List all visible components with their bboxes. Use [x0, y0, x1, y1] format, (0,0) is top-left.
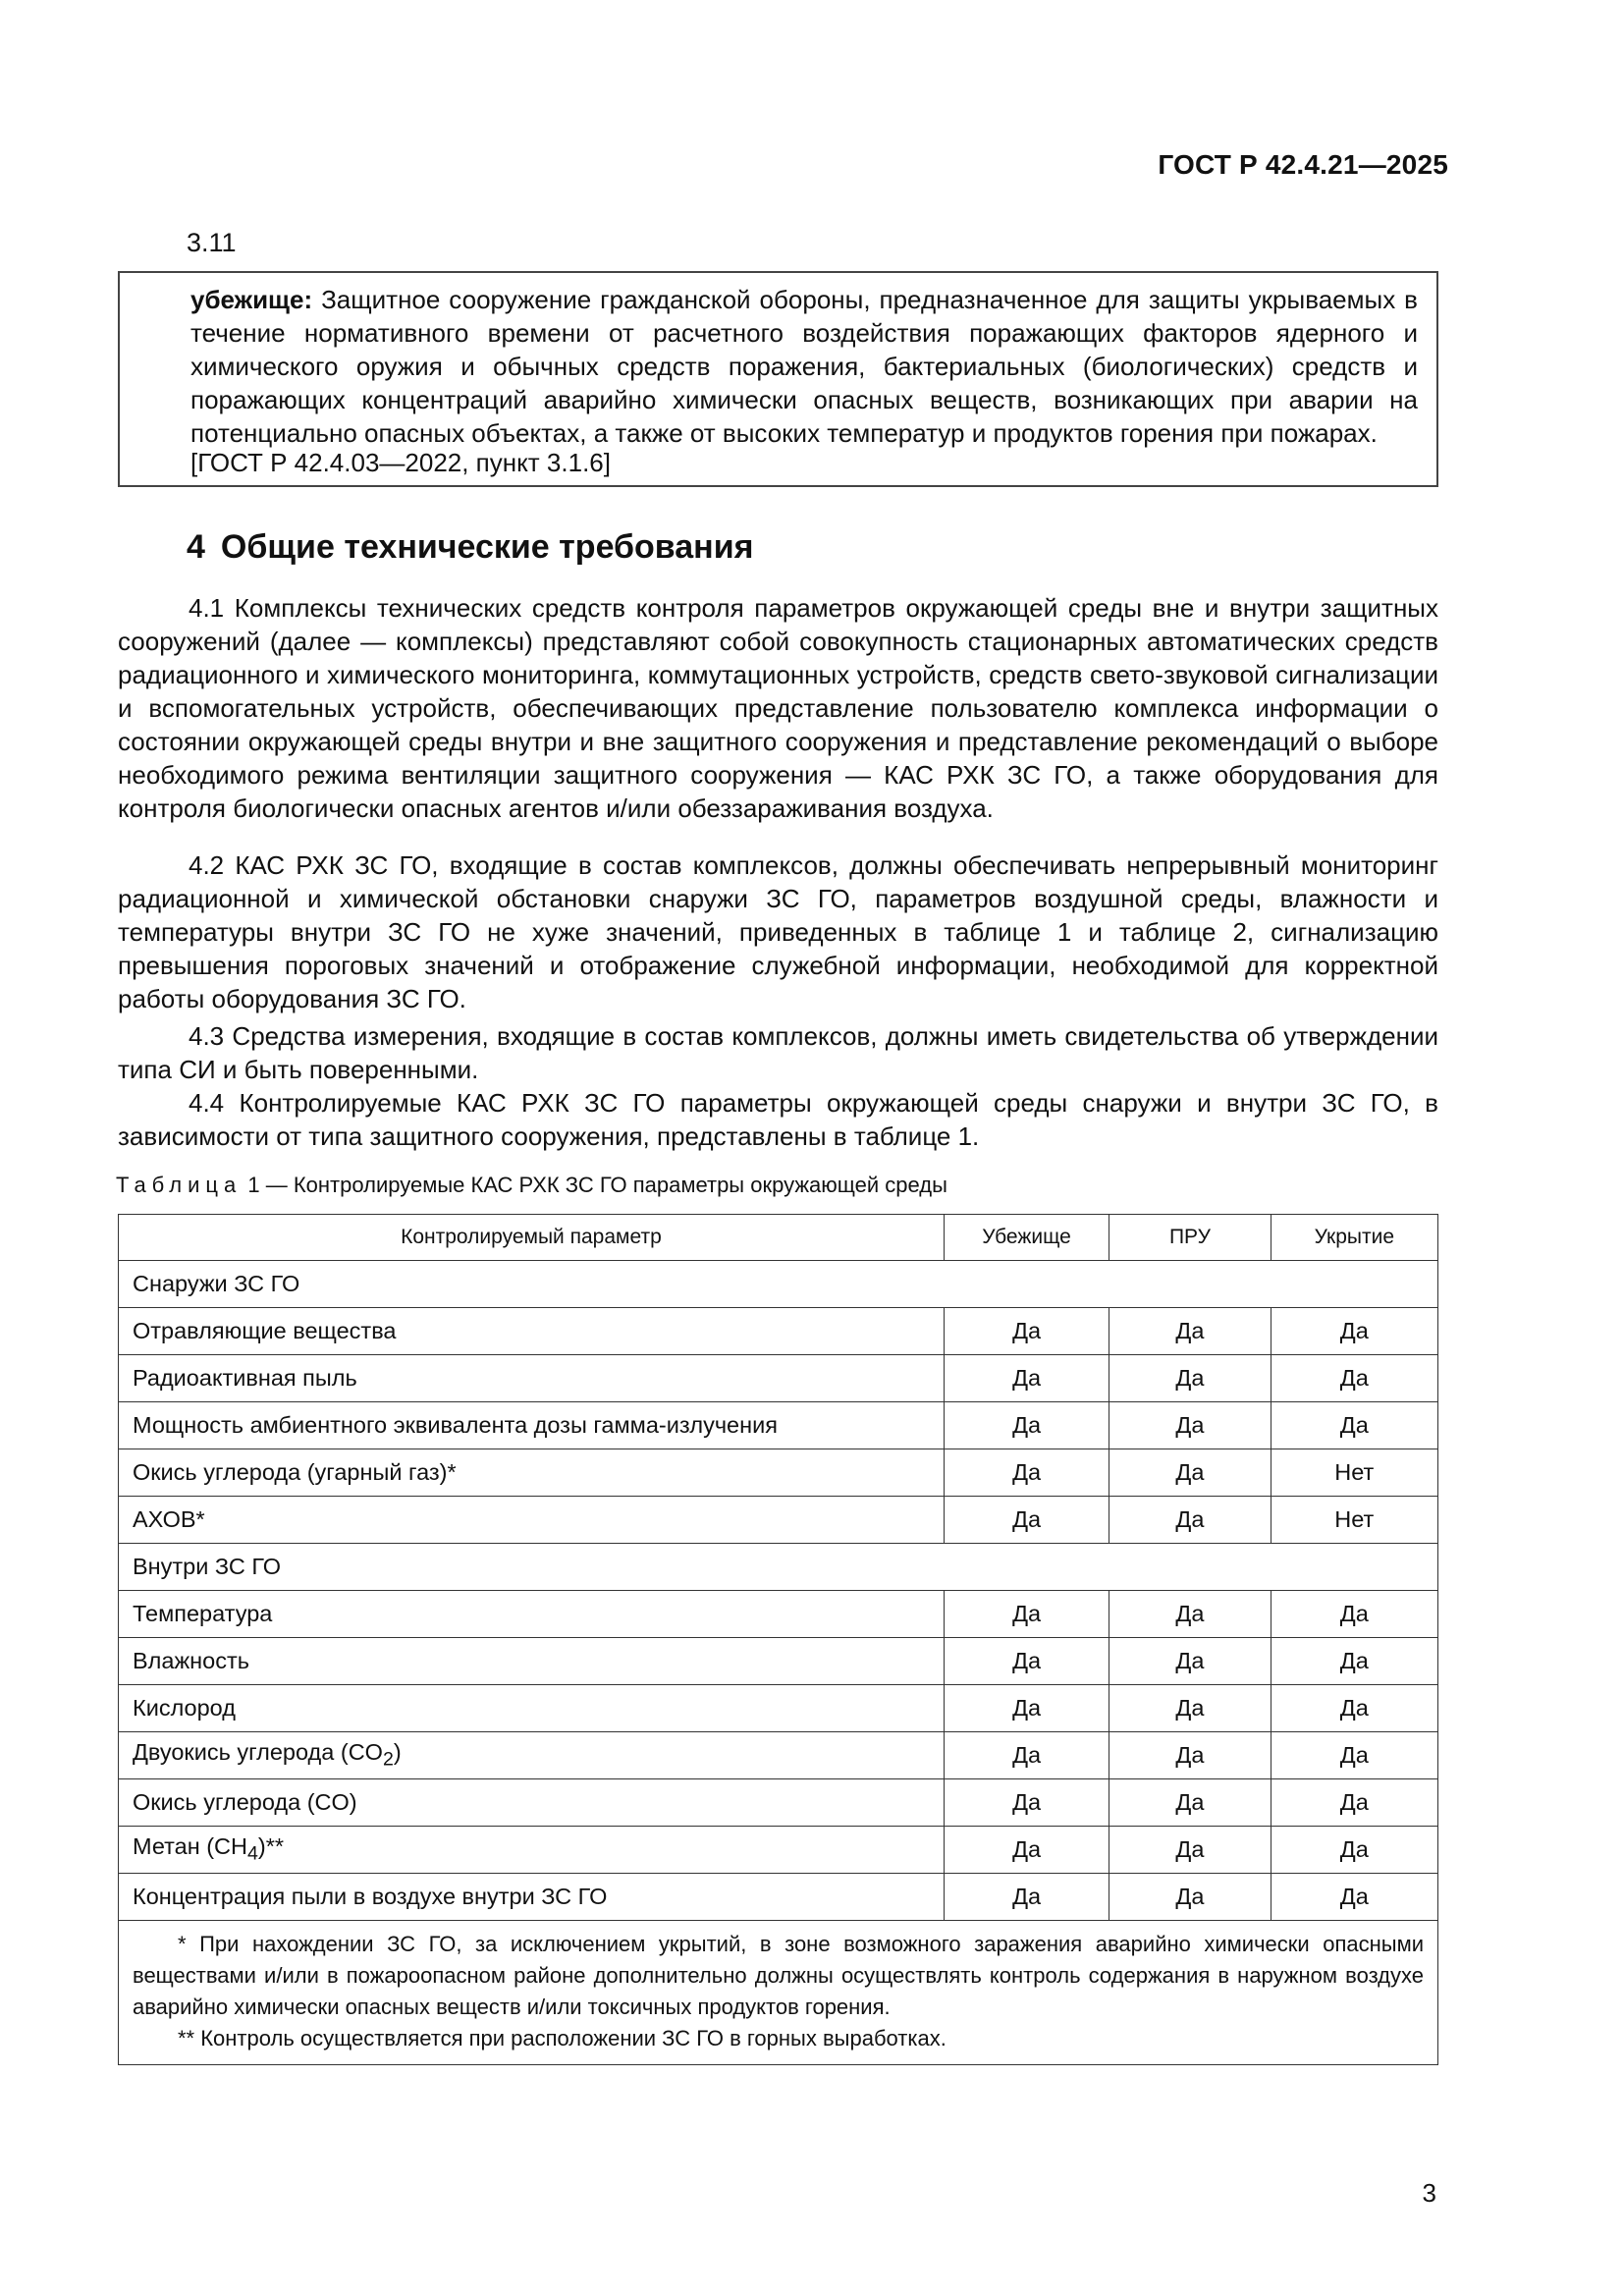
value-cell: Да [1271, 1685, 1437, 1732]
value-cell: Да [944, 1449, 1109, 1497]
header-pru: ПРУ [1109, 1215, 1271, 1261]
table-row [119, 1874, 1438, 1921]
parameter-text: Двуокись углерода (CO [133, 1739, 383, 1766]
table-caption-label: Таблица [116, 1173, 243, 1197]
parameter-cell: Кислород [119, 1685, 945, 1732]
value-cell: Да [1271, 1827, 1437, 1874]
value-cell: Да [944, 1402, 1109, 1449]
value-cell: Да [1109, 1308, 1271, 1355]
subscript: 2 [382, 1748, 394, 1771]
table-row [119, 1638, 1438, 1685]
page-number: 3 [1422, 2178, 1436, 2208]
section-title [187, 528, 753, 567]
value-cell: Да [944, 1874, 1109, 1921]
table-row [119, 1732, 1438, 1779]
table-row [119, 1308, 1438, 1355]
value-cell: Да [944, 1308, 1109, 1355]
value-cell: Да [944, 1638, 1109, 1685]
value-cell: Да [1109, 1874, 1271, 1921]
parameter-cell: Температура [119, 1591, 945, 1638]
definition-body: Защитное сооружение гражданской обороны, предназначенное для защиты укрываемых в течение нормативного времени от расчетного воздействия поражающих факторов ядерного и химического оружия и обычных средств поражения, бактериальных (биологических) средств и поражающих концентраций аварийно химически опасных веществ, возникающих при аварии на потенциально опасных объектах, а также от высоких температур и продуктов горения при пожарах. [190, 285, 1418, 448]
value-cell: Да [1109, 1732, 1271, 1779]
value-cell: Да [1109, 1497, 1271, 1544]
value-cell: Да [944, 1685, 1109, 1732]
value-cell: Да [944, 1497, 1109, 1544]
table-row [119, 1827, 1438, 1874]
parameters-table [118, 1214, 1438, 2065]
parameter-cell: АХОВ* [119, 1497, 945, 1544]
parameter-cell [119, 1732, 945, 1779]
value-cell: Да [1271, 1638, 1437, 1685]
document-id-header: ГОСТ Р 42.4.21—2025 [1158, 149, 1448, 180]
table-caption-text: 1 — Контролируемые КАС РХК ЗС ГО параметры окружающей среды [247, 1173, 947, 1197]
section-heading: Общие технические требования [220, 528, 754, 566]
value-cell: Нет [1271, 1497, 1437, 1544]
parameter-cell: Концентрация пыли в воздухе внутри ЗС ГО [119, 1874, 945, 1921]
paragraph-4-4: 4.4 Контролируемые КАС РХК ЗС ГО параметры окружающей среды снаружи и внутри ЗС ГО, в зависимости от типа защитного сооружения, представлены в таблице 1. [118, 1088, 1438, 1151]
definition-box [118, 271, 1438, 487]
value-cell: Да [1109, 1685, 1271, 1732]
group-label: Снаружи ЗС ГО [119, 1261, 1438, 1308]
value-cell: Да [944, 1732, 1109, 1779]
value-cell: Да [1271, 1402, 1437, 1449]
parameter-text: Метан (CH [133, 1833, 247, 1860]
parameter-cell: Влажность [119, 1638, 945, 1685]
clause-number: 3.11 [187, 228, 237, 257]
group-label: Внутри ЗС ГО [119, 1544, 1438, 1591]
subscript: 4 [246, 1842, 258, 1865]
value-cell: Да [1271, 1874, 1437, 1921]
group-row-outside [119, 1261, 1438, 1308]
value-cell: Да [1271, 1355, 1437, 1402]
value-cell: Да [1109, 1355, 1271, 1402]
table-row [119, 1591, 1438, 1638]
table-row [119, 1685, 1438, 1732]
value-cell: Да [1271, 1732, 1437, 1779]
table-row [119, 1497, 1438, 1544]
group-row-inside [119, 1544, 1438, 1591]
value-cell: Да [1109, 1779, 1271, 1827]
parameter-cell [119, 1827, 945, 1874]
footnote-2: ** Контроль осуществляется при расположении ЗС ГО в горных выработках. [178, 2026, 947, 2050]
value-cell: Да [944, 1779, 1109, 1827]
value-cell: Да [944, 1355, 1109, 1402]
value-cell: Нет [1271, 1449, 1437, 1497]
table-notes-row [119, 1921, 1438, 2065]
definition-term: убежище: [190, 285, 313, 314]
value-cell: Да [1109, 1827, 1271, 1874]
value-cell: Да [944, 1591, 1109, 1638]
parameter-cell: Отравляющие вещества [119, 1308, 945, 1355]
table-notes [119, 1921, 1438, 2065]
header-shelter: Убежище [944, 1215, 1109, 1261]
header-parameter: Контролируемый параметр [119, 1215, 945, 1261]
value-cell: Да [1271, 1308, 1437, 1355]
definition-text-block [190, 283, 1418, 450]
paragraph-4-1: 4.1 Комплексы технических средств контроля параметров окружающей среды вне и внутри защитных сооружений (далее — комплексы) представляют собой совокупность стационарных автоматических средств радиационного и химического мониторинга, коммутационных устройств, средств свето-звуковой сигнализации и вспомогательных устройств, обеспечивающих представление пользователю комплекса информации о состоянии окружающей среды внутри и вне защитного сооружения и представление рекомендаций о выборе необходимого режима вентиляции защитного сооружения — КАС РХК ЗС ГО, а также оборудования для контроля биологически опасных агентов и/или обеззараживания воздуха. [118, 593, 1438, 823]
value-cell: Да [1271, 1779, 1437, 1827]
parameter-cell: Окись углерода (угарный газ)* [119, 1449, 945, 1497]
table-caption [116, 1173, 947, 1198]
value-cell: Да [1109, 1591, 1271, 1638]
section-number: 4 [187, 528, 205, 566]
value-cell: Да [1109, 1638, 1271, 1685]
table-row [119, 1449, 1438, 1497]
value-cell: Да [944, 1827, 1109, 1874]
parameter-tail: )** [257, 1833, 284, 1860]
paragraph-4-2: 4.2 КАС РХК ЗС ГО, входящие в состав комплексов, должны обеспечивать непрерывный мониторинг радиационной и химической обстановки снаружи ЗС ГО, параметров воздушной среды, влажности и температуры внутри ЗС ГО не хуже значений, приведенных в таблице 1 и таблице 2, сигнализацию превышения пороговых значений и отображение служебной информации, необходимой для корректной работы оборудования ЗС ГО. [118, 850, 1438, 1013]
parameter-cell: Окись углерода (CO) [119, 1779, 945, 1827]
value-cell: Да [1109, 1449, 1271, 1497]
table-row [119, 1402, 1438, 1449]
value-cell: Да [1271, 1591, 1437, 1638]
value-cell: Да [1109, 1402, 1271, 1449]
header-cover: Укрытие [1271, 1215, 1437, 1261]
parameter-cell: Радиоактивная пыль [119, 1355, 945, 1402]
paragraph-4-3: 4.3 Средства измерения, входящие в состав комплексов, должны иметь свидетельства об утверждении типа СИ и быть поверенными. [118, 1021, 1438, 1084]
footnote-1: * При нахождении ЗС ГО, за исключением укрытий, в зоне возможного заражения аварийно химически опасными веществами и/или в пожароопасном районе дополнительно должны осуществлять контроль содержания в наружном воздухе аварийно химически опасных веществ и/или токсичных продуктов горения. [133, 1932, 1424, 2019]
definition-reference: [ГОСТ Р 42.4.03—2022, пункт 3.1.6] [190, 448, 611, 477]
parameter-cell: Мощность амбиентного эквивалента дозы гамма-излучения [119, 1402, 945, 1449]
parameter-tail: ) [393, 1739, 402, 1766]
table-header-row [119, 1215, 1438, 1261]
table-row [119, 1779, 1438, 1827]
table-row [119, 1355, 1438, 1402]
